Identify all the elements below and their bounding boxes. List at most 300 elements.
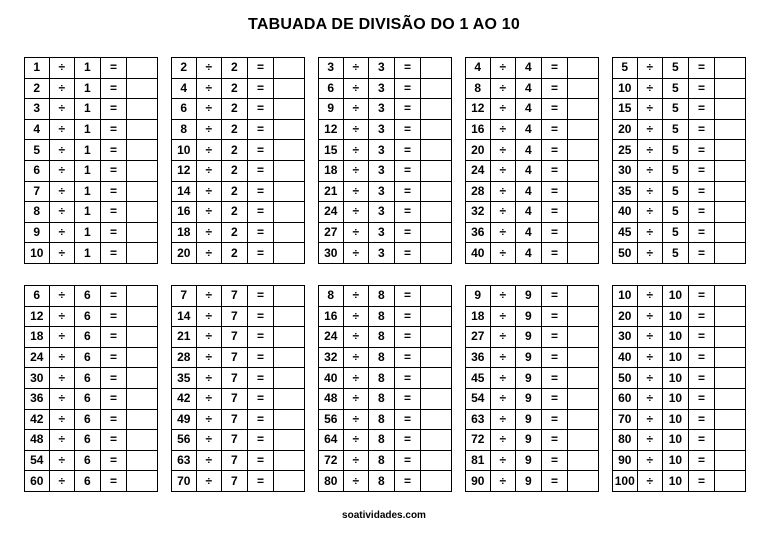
answer-blank-cell[interactable] — [568, 286, 599, 307]
equals-sign: = — [394, 58, 421, 79]
answer-blank-cell[interactable] — [715, 368, 746, 389]
equals-sign: = — [247, 286, 274, 307]
answer-blank-cell[interactable] — [127, 450, 158, 471]
equals-sign: = — [100, 119, 127, 140]
dividend-cell: 2 — [172, 58, 197, 79]
answer-blank-cell[interactable] — [421, 58, 452, 79]
answer-blank-cell[interactable] — [127, 430, 158, 451]
equals-sign: = — [688, 471, 715, 492]
answer-blank-cell[interactable] — [715, 430, 746, 451]
dividend-cell: 20 — [172, 243, 197, 264]
dividend-cell: 48 — [319, 388, 344, 409]
table-row — [613, 347, 746, 368]
divisor-cell: 3 — [369, 222, 395, 243]
divisor-cell: 10 — [663, 368, 689, 389]
divisor-cell: 1 — [75, 202, 101, 223]
answer-blank-cell[interactable] — [127, 471, 158, 492]
dividend-cell: 35 — [613, 181, 638, 202]
answer-blank-cell[interactable] — [715, 160, 746, 181]
answer-blank-cell[interactable] — [421, 222, 452, 243]
divisor-cell: 7 — [222, 286, 248, 307]
dividend-cell: 90 — [613, 450, 638, 471]
answer-blank-cell[interactable] — [274, 160, 305, 181]
answer-blank-cell[interactable] — [568, 119, 599, 140]
divisor-cell: 4 — [516, 119, 542, 140]
equals-sign: = — [100, 327, 127, 348]
table-row — [319, 286, 452, 307]
answer-blank-cell[interactable] — [127, 99, 158, 120]
table-row — [466, 368, 599, 389]
answer-blank-cell[interactable] — [274, 181, 305, 202]
answer-blank-cell[interactable] — [127, 140, 158, 161]
answer-blank-cell[interactable] — [715, 347, 746, 368]
equals-sign: = — [100, 202, 127, 223]
divide-sign: ÷ — [490, 160, 516, 181]
table-row — [466, 243, 599, 264]
equals-sign: = — [541, 347, 568, 368]
dividend-cell: 32 — [466, 202, 491, 223]
divide-sign: ÷ — [49, 471, 75, 492]
equals-sign: = — [394, 99, 421, 120]
answer-blank-cell[interactable] — [421, 450, 452, 471]
equals-sign: = — [100, 286, 127, 307]
table-row — [613, 286, 746, 307]
divisor-cell: 8 — [369, 286, 395, 307]
divide-sign: ÷ — [490, 409, 516, 430]
answer-blank-cell[interactable] — [274, 306, 305, 327]
answer-blank-cell[interactable] — [568, 99, 599, 120]
answer-blank-cell[interactable] — [274, 409, 305, 430]
divisor-cell: 1 — [75, 222, 101, 243]
answer-blank-cell[interactable] — [421, 471, 452, 492]
footer-website: soatividades.com — [342, 510, 426, 521]
answer-blank-cell[interactable] — [274, 119, 305, 140]
dividend-cell: 8 — [25, 202, 50, 223]
divisor-cell: 10 — [663, 409, 689, 430]
equals-sign: = — [247, 327, 274, 348]
answer-blank-cell[interactable] — [421, 202, 452, 223]
divide-sign: ÷ — [343, 78, 369, 99]
table-row — [172, 99, 305, 120]
answer-blank-cell[interactable] — [127, 409, 158, 430]
answer-blank-cell[interactable] — [127, 368, 158, 389]
equals-sign: = — [688, 368, 715, 389]
divisor-cell: 5 — [663, 99, 689, 120]
equals-sign: = — [688, 327, 715, 348]
equals-sign: = — [394, 286, 421, 307]
answer-blank-cell[interactable] — [127, 58, 158, 79]
table-row — [613, 306, 746, 327]
division-table-1 — [24, 57, 158, 264]
table-row — [613, 471, 746, 492]
answer-blank-cell[interactable] — [274, 471, 305, 492]
table-row — [613, 202, 746, 223]
divide-sign: ÷ — [637, 368, 663, 389]
answer-blank-cell[interactable] — [568, 78, 599, 99]
answer-blank-cell[interactable] — [274, 368, 305, 389]
divisor-cell: 7 — [222, 327, 248, 348]
dividend-cell: 16 — [466, 119, 491, 140]
answer-blank-cell[interactable] — [715, 202, 746, 223]
dividend-cell: 32 — [319, 347, 344, 368]
answer-blank-cell[interactable] — [127, 181, 158, 202]
table-row — [466, 306, 599, 327]
equals-sign: = — [541, 430, 568, 451]
divisor-cell: 2 — [222, 119, 248, 140]
divide-sign: ÷ — [490, 471, 516, 492]
divisor-cell: 8 — [369, 306, 395, 327]
divisor-cell: 5 — [663, 119, 689, 140]
answer-blank-cell[interactable] — [715, 243, 746, 264]
divisor-cell: 2 — [222, 181, 248, 202]
equals-sign: = — [688, 202, 715, 223]
table-row — [319, 99, 452, 120]
divide-sign: ÷ — [637, 181, 663, 202]
divisor-cell: 1 — [75, 181, 101, 202]
table-row — [466, 99, 599, 120]
table-row — [319, 409, 452, 430]
page-title: TABUADA DE DIVISÃO DO 1 AO 10 — [248, 16, 520, 33]
equals-sign: = — [394, 181, 421, 202]
dividend-cell: 3 — [25, 99, 50, 120]
dividend-cell: 16 — [172, 202, 197, 223]
dividend-cell: 25 — [613, 140, 638, 161]
dividend-cell: 21 — [319, 181, 344, 202]
dividend-cell: 40 — [613, 347, 638, 368]
table-row — [172, 327, 305, 348]
answer-blank-cell[interactable] — [127, 243, 158, 264]
equals-sign: = — [100, 160, 127, 181]
table-row — [172, 388, 305, 409]
divide-sign: ÷ — [196, 99, 222, 120]
divide-sign: ÷ — [490, 140, 516, 161]
divide-sign: ÷ — [343, 243, 369, 264]
divide-sign: ÷ — [343, 430, 369, 451]
answer-blank-cell[interactable] — [715, 140, 746, 161]
divide-sign: ÷ — [196, 78, 222, 99]
answer-blank-cell[interactable] — [568, 160, 599, 181]
answer-blank-cell[interactable] — [274, 140, 305, 161]
equals-sign: = — [247, 181, 274, 202]
answer-blank-cell[interactable] — [421, 78, 452, 99]
answer-blank-cell[interactable] — [274, 222, 305, 243]
divide-sign: ÷ — [196, 327, 222, 348]
answer-blank-cell[interactable] — [568, 202, 599, 223]
dividend-cell: 10 — [172, 140, 197, 161]
answer-blank-cell[interactable] — [274, 99, 305, 120]
dividend-cell: 10 — [613, 78, 638, 99]
table-row — [172, 181, 305, 202]
table-row — [25, 347, 158, 368]
table-row — [613, 119, 746, 140]
answer-blank-cell[interactable] — [715, 450, 746, 471]
dividend-cell: 24 — [319, 327, 344, 348]
divisor-cell: 6 — [75, 388, 101, 409]
divide-sign: ÷ — [49, 327, 75, 348]
answer-blank-cell[interactable] — [568, 140, 599, 161]
answer-blank-cell[interactable] — [274, 243, 305, 264]
equals-sign: = — [541, 471, 568, 492]
dividend-cell: 5 — [613, 58, 638, 79]
table-row — [319, 243, 452, 264]
answer-blank-cell[interactable] — [274, 388, 305, 409]
divide-sign: ÷ — [490, 222, 516, 243]
equals-sign: = — [100, 450, 127, 471]
table-row — [172, 430, 305, 451]
dividend-cell: 18 — [466, 306, 491, 327]
table-row — [613, 160, 746, 181]
dividend-cell: 14 — [172, 181, 197, 202]
divide-sign: ÷ — [49, 140, 75, 161]
divide-sign: ÷ — [343, 119, 369, 140]
answer-blank-cell[interactable] — [274, 430, 305, 451]
divisor-cell: 2 — [222, 202, 248, 223]
answer-blank-cell[interactable] — [568, 181, 599, 202]
table-row — [172, 471, 305, 492]
table-row — [172, 140, 305, 161]
table-row — [319, 306, 452, 327]
equals-sign: = — [100, 306, 127, 327]
divide-sign: ÷ — [49, 409, 75, 430]
answer-blank-cell[interactable] — [274, 347, 305, 368]
answer-blank-cell[interactable] — [715, 286, 746, 307]
dividend-cell: 36 — [466, 347, 491, 368]
answer-blank-cell[interactable] — [421, 388, 452, 409]
table-row — [466, 471, 599, 492]
divisor-cell: 3 — [369, 140, 395, 161]
answer-blank-cell[interactable] — [421, 306, 452, 327]
dividend-cell: 12 — [319, 119, 344, 140]
divide-sign: ÷ — [343, 58, 369, 79]
answer-blank-cell[interactable] — [127, 222, 158, 243]
dividend-cell: 1 — [25, 58, 50, 79]
equals-sign: = — [394, 243, 421, 264]
table-row — [25, 409, 158, 430]
table-row — [25, 327, 158, 348]
divide-sign: ÷ — [49, 450, 75, 471]
answer-blank-cell[interactable] — [421, 286, 452, 307]
table-row — [25, 160, 158, 181]
equals-sign: = — [100, 58, 127, 79]
table-row — [466, 222, 599, 243]
answer-blank-cell[interactable] — [127, 327, 158, 348]
dividend-cell: 56 — [172, 430, 197, 451]
answer-blank-cell[interactable] — [715, 306, 746, 327]
answer-blank-cell[interactable] — [715, 99, 746, 120]
dividend-cell: 30 — [25, 368, 50, 389]
answer-blank-cell[interactable] — [127, 202, 158, 223]
answer-blank-cell[interactable] — [568, 347, 599, 368]
table-row — [25, 368, 158, 389]
answer-blank-cell[interactable] — [715, 409, 746, 430]
answer-blank-cell[interactable] — [568, 222, 599, 243]
answer-blank-cell[interactable] — [568, 243, 599, 264]
divisor-cell: 9 — [516, 286, 542, 307]
equals-sign: = — [247, 471, 274, 492]
equals-sign: = — [541, 450, 568, 471]
divide-sign: ÷ — [490, 388, 516, 409]
answer-blank-cell[interactable] — [715, 119, 746, 140]
answer-blank-cell[interactable] — [274, 58, 305, 79]
answer-blank-cell[interactable] — [715, 58, 746, 79]
answer-blank-cell[interactable] — [421, 368, 452, 389]
divisor-cell: 5 — [663, 243, 689, 264]
divisor-cell: 4 — [516, 222, 542, 243]
divide-sign: ÷ — [637, 243, 663, 264]
dividend-cell: 60 — [613, 388, 638, 409]
divide-sign: ÷ — [49, 119, 75, 140]
dividend-cell: 7 — [25, 181, 50, 202]
divisor-cell: 4 — [516, 140, 542, 161]
table-row — [613, 181, 746, 202]
divide-sign: ÷ — [343, 409, 369, 430]
divide-sign: ÷ — [196, 388, 222, 409]
table-row — [613, 388, 746, 409]
answer-blank-cell[interactable] — [274, 78, 305, 99]
equals-sign: = — [541, 306, 568, 327]
table-row — [613, 140, 746, 161]
table-row — [25, 286, 158, 307]
dividend-cell: 80 — [319, 471, 344, 492]
answer-blank-cell[interactable] — [568, 58, 599, 79]
divisor-cell: 9 — [516, 430, 542, 451]
divisor-cell: 7 — [222, 409, 248, 430]
dividend-cell: 45 — [613, 222, 638, 243]
answer-blank-cell[interactable] — [274, 286, 305, 307]
answer-blank-cell[interactable] — [421, 327, 452, 348]
answer-blank-cell[interactable] — [421, 160, 452, 181]
divisor-cell: 6 — [75, 450, 101, 471]
table-row — [25, 99, 158, 120]
answer-blank-cell[interactable] — [715, 78, 746, 99]
answer-blank-cell[interactable] — [421, 119, 452, 140]
answer-blank-cell[interactable] — [568, 471, 599, 492]
answer-blank-cell[interactable] — [274, 450, 305, 471]
equals-sign: = — [100, 388, 127, 409]
divisor-cell: 5 — [663, 202, 689, 223]
answer-blank-cell[interactable] — [715, 388, 746, 409]
divisor-cell: 3 — [369, 58, 395, 79]
answer-blank-cell[interactable] — [568, 430, 599, 451]
table-row — [319, 327, 452, 348]
dividend-cell: 63 — [172, 450, 197, 471]
table-row — [172, 119, 305, 140]
table-row — [319, 368, 452, 389]
divide-sign: ÷ — [343, 140, 369, 161]
answer-blank-cell[interactable] — [127, 347, 158, 368]
divide-sign: ÷ — [637, 286, 663, 307]
answer-blank-cell[interactable] — [421, 409, 452, 430]
divide-sign: ÷ — [196, 58, 222, 79]
equals-sign: = — [394, 388, 421, 409]
answer-blank-cell[interactable] — [274, 202, 305, 223]
answer-blank-cell[interactable] — [127, 78, 158, 99]
dividend-cell: 14 — [172, 306, 197, 327]
table-row — [466, 388, 599, 409]
division-table-6 — [24, 285, 158, 492]
divide-sign: ÷ — [490, 347, 516, 368]
answer-blank-cell[interactable] — [421, 99, 452, 120]
answer-blank-cell[interactable] — [568, 450, 599, 471]
divisor-cell: 8 — [369, 471, 395, 492]
dividend-cell: 6 — [25, 286, 50, 307]
equals-sign: = — [688, 306, 715, 327]
dividend-cell: 9 — [466, 286, 491, 307]
divide-sign: ÷ — [343, 327, 369, 348]
divide-sign: ÷ — [196, 140, 222, 161]
dividend-cell: 8 — [319, 286, 344, 307]
equals-sign: = — [247, 409, 274, 430]
answer-blank-cell[interactable] — [127, 388, 158, 409]
table-row — [172, 347, 305, 368]
answer-blank-cell[interactable] — [568, 409, 599, 430]
answer-blank-cell[interactable] — [274, 327, 305, 348]
divide-sign: ÷ — [343, 368, 369, 389]
divide-sign: ÷ — [343, 471, 369, 492]
answer-blank-cell[interactable] — [568, 306, 599, 327]
divisor-cell: 4 — [516, 243, 542, 264]
answer-blank-cell[interactable] — [421, 181, 452, 202]
divisor-cell: 8 — [369, 450, 395, 471]
answer-blank-cell[interactable] — [715, 222, 746, 243]
equals-sign: = — [100, 99, 127, 120]
answer-blank-cell[interactable] — [715, 181, 746, 202]
divide-sign: ÷ — [490, 202, 516, 223]
answer-blank-cell[interactable] — [421, 140, 452, 161]
divisor-cell: 9 — [516, 327, 542, 348]
divide-sign: ÷ — [49, 99, 75, 120]
dividend-cell: 24 — [466, 160, 491, 181]
answer-blank-cell[interactable] — [421, 347, 452, 368]
divisor-cell: 3 — [369, 160, 395, 181]
answer-blank-cell[interactable] — [568, 327, 599, 348]
answer-blank-cell[interactable] — [568, 388, 599, 409]
divide-sign: ÷ — [49, 368, 75, 389]
division-table-9 — [465, 285, 599, 492]
dividend-cell: 20 — [466, 140, 491, 161]
divisor-cell: 10 — [663, 327, 689, 348]
table-row — [466, 78, 599, 99]
dividend-cell: 35 — [172, 368, 197, 389]
answer-blank-cell[interactable] — [715, 471, 746, 492]
dividend-cell: 30 — [319, 243, 344, 264]
divisor-cell: 1 — [75, 140, 101, 161]
answer-blank-cell[interactable] — [127, 306, 158, 327]
divisor-cell: 1 — [75, 160, 101, 181]
dividend-cell: 42 — [172, 388, 197, 409]
dividend-cell: 54 — [25, 450, 50, 471]
table-row — [172, 450, 305, 471]
equals-sign: = — [394, 222, 421, 243]
answer-blank-cell[interactable] — [421, 243, 452, 264]
answer-blank-cell[interactable] — [127, 119, 158, 140]
divide-sign: ÷ — [343, 450, 369, 471]
equals-sign: = — [100, 222, 127, 243]
table-row — [172, 202, 305, 223]
dividend-cell: 30 — [613, 160, 638, 181]
divide-sign: ÷ — [637, 471, 663, 492]
answer-blank-cell[interactable] — [715, 327, 746, 348]
answer-blank-cell[interactable] — [127, 286, 158, 307]
answer-blank-cell[interactable] — [421, 430, 452, 451]
divisor-cell: 1 — [75, 58, 101, 79]
divisor-cell: 3 — [369, 202, 395, 223]
answer-blank-cell[interactable] — [127, 160, 158, 181]
divide-sign: ÷ — [490, 78, 516, 99]
equals-sign: = — [541, 327, 568, 348]
answer-blank-cell[interactable] — [568, 368, 599, 389]
dividend-cell: 21 — [172, 327, 197, 348]
